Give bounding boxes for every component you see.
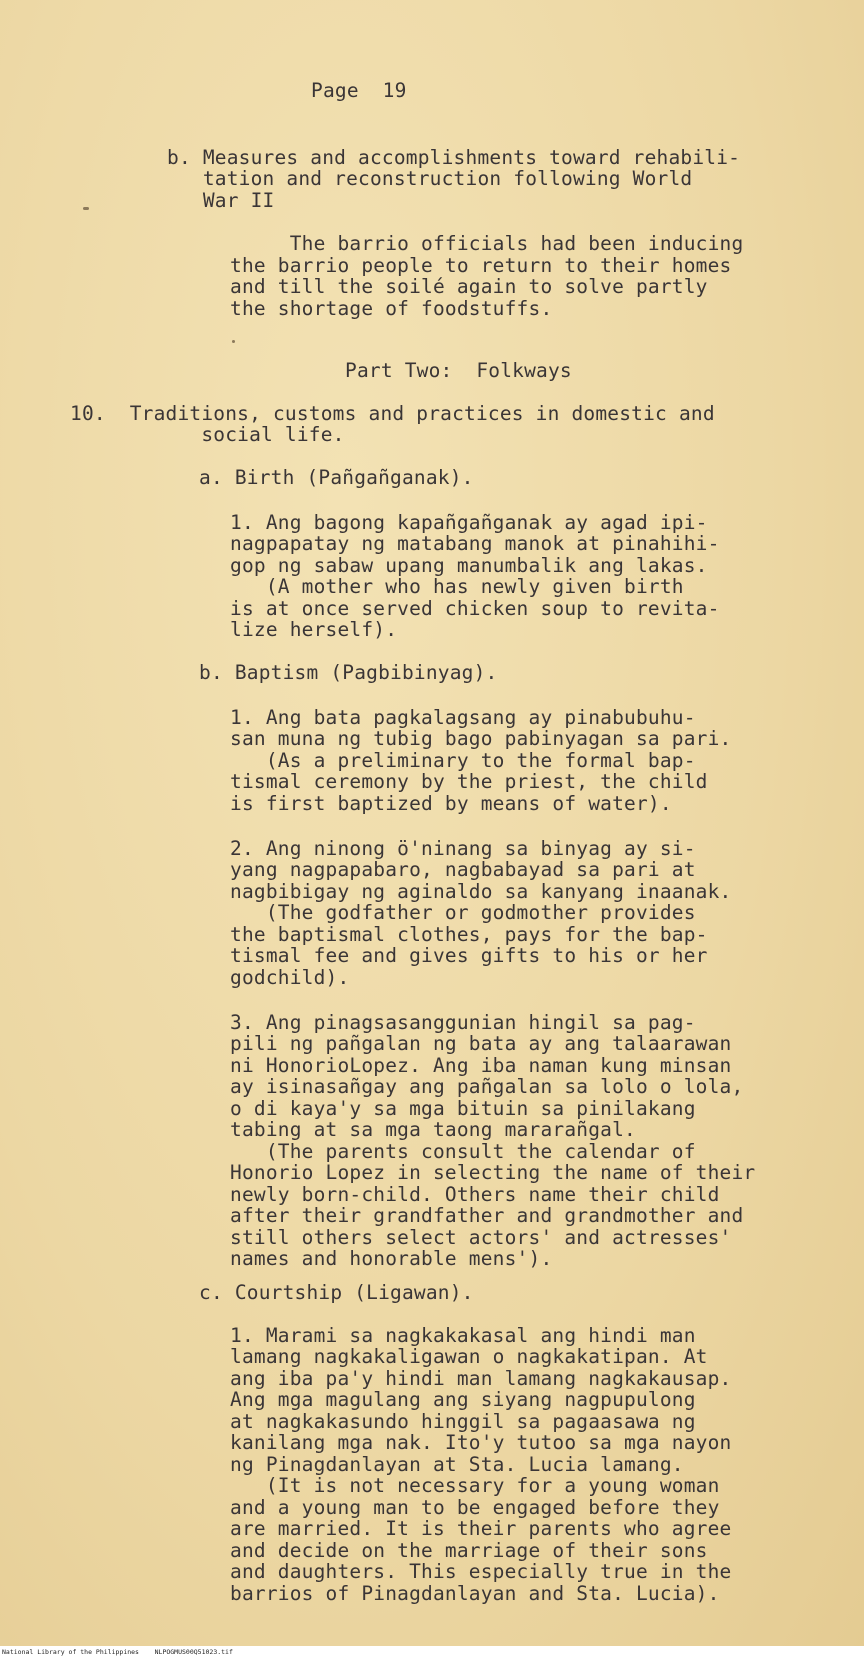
baptism-heading: b. Baptism (Pagbibinyag).	[199, 661, 498, 684]
ink-speck	[83, 207, 89, 210]
courtship-heading: c. Courtship (Ligawan).	[199, 1281, 474, 1304]
birth-heading: a. Birth (Pañgañganak).	[199, 466, 474, 489]
page-number: Page 19	[311, 79, 407, 102]
part-two-title: Part Two: Folkways	[345, 359, 572, 382]
archive-footer: National Library of the Philippines NLPOGMUS00Q51023.tif	[0, 1646, 864, 1658]
ink-speck	[232, 340, 235, 343]
